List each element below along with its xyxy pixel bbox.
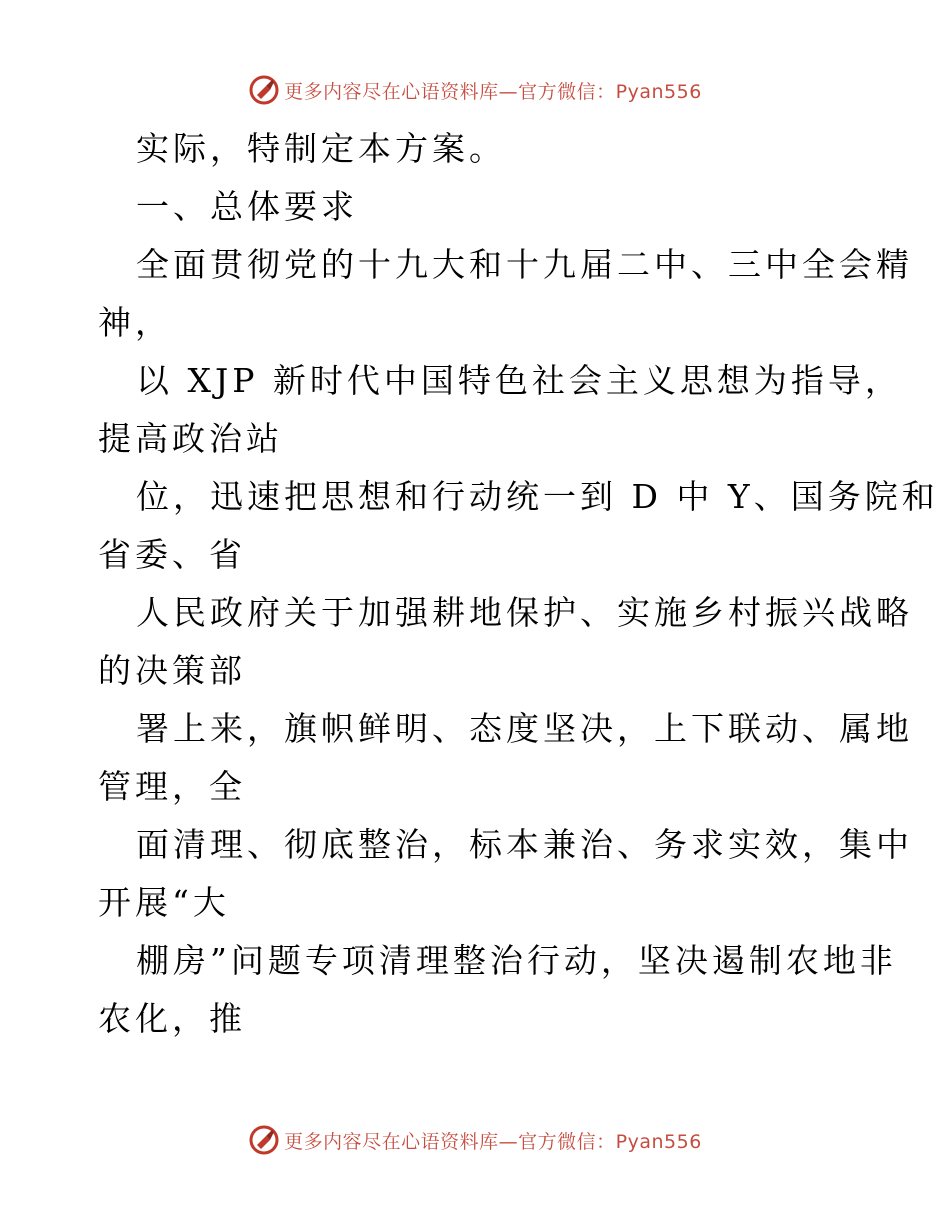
text-line: 神， xyxy=(98,303,172,342)
watermark-text: 更多内容尽在心语资料库—官方微信：Pyan556 xyxy=(284,80,702,103)
watermark-text: 更多内容尽在心语资料库—官方微信：Pyan556 xyxy=(284,1130,702,1153)
text-line: 农化，推 xyxy=(98,999,246,1038)
text-line: 以 XJP 新时代中国特色社会主义思想为指导， xyxy=(136,361,902,400)
text-line: 开展“大 xyxy=(98,883,230,922)
book-quill-logo-icon xyxy=(248,1124,280,1156)
header-watermark xyxy=(0,70,950,110)
document-body xyxy=(98,120,939,1048)
text-line: 的决策部 xyxy=(98,651,246,690)
text-line: 人民政府关于加强耕地保护、实施乡村振兴战略 xyxy=(136,593,913,632)
text-line: 实际，特制定本方案。 xyxy=(136,129,506,168)
text-line: 管理，全 xyxy=(98,767,246,806)
text-line: 棚房”问题专项清理整治行动，坚决遏制农地非 xyxy=(136,941,897,980)
section-heading: 一、总体要求 xyxy=(136,187,358,226)
book-quill-logo-icon xyxy=(248,74,280,106)
text-line: 提高政治站 xyxy=(98,419,283,458)
text-line: 署上来，旗帜鲜明、态度坚决，上下联动、属地 xyxy=(136,709,913,748)
text-line: 省委、省 xyxy=(98,535,246,574)
text-line: 面清理、彻底整治，标本兼治、务求实效，集中 xyxy=(136,825,913,864)
text-line: 位，迅速把思想和行动统一到 D 中 Y、国务院和 xyxy=(136,477,939,516)
footer-watermark xyxy=(0,1120,950,1160)
text-line: 全面贯彻党的十九大和十九届二中、三中全会精 xyxy=(136,245,913,284)
